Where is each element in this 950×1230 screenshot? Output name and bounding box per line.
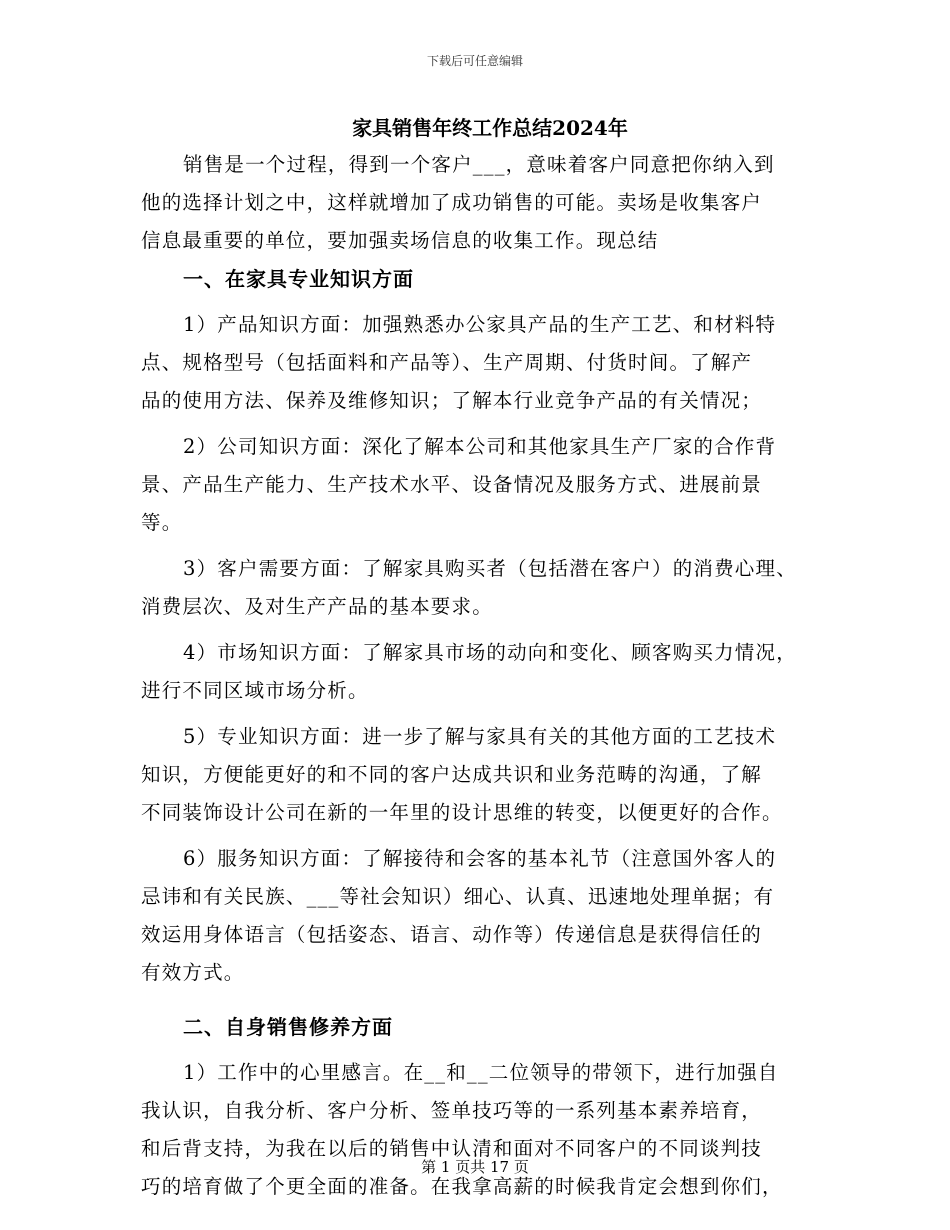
paragraph-line: 知识，方便能更好的和不同的客户达成共识和业务范畴的沟通，了解 (141, 763, 763, 786)
paragraph-line: 4）市场知识方面：了解家具市场的动向和变化、顾客购买力情况， (183, 641, 797, 664)
paragraph-line: 景、产品生产能力、生产技术水平、设备情况及服务方式、进展前景 (141, 473, 763, 496)
paragraph-product-knowledge (141, 306, 821, 420)
section-heading-self-cultivation: 二、自身销售修养方面 (183, 1015, 393, 1039)
paragraph-line: 不同装饰设计公司在新的一年里的设计思维的转变，以便更好的合作。 (141, 801, 783, 824)
paragraph-line: 消费层次、及对生产产品的基本要求。 (141, 595, 493, 618)
paragraph-line: 巧的培育做了个更全面的准备。在我拿高薪的时候我肯定会想到你们， (141, 1175, 783, 1198)
paragraph-line: 忌讳和有关民族、___等社会知识）细心、认真、迅速地处理单据；有 (141, 885, 775, 908)
paragraph-line: 效运用身体语言（包括姿态、语言、动作等）传递信息是获得信任的 (141, 923, 763, 946)
page-header-note: 下载后可任意编辑 (426, 54, 523, 68)
paragraph-professional-knowledge (141, 718, 821, 832)
intro-line: 销售是一个过程，得到一个客户___，意味着客户同意把你纳入到 (183, 153, 775, 176)
paragraph-line: 3）客户需要方面：了解家具购买者（包括潜在客户）的消费心理、 (183, 557, 797, 580)
paragraph-line: 和后背支持，为我在以后的销售中认清和面对不同客户的不同谈判技 (141, 1137, 763, 1160)
document-title: 家具销售年终工作总结2024年 (352, 116, 628, 140)
paragraph-customer-needs (141, 550, 821, 626)
section-heading-knowledge: 一、在家具专业知识方面 (183, 267, 414, 291)
paragraph-line: 6）服务知识方面：了解接待和会客的基本礼节（注意国外客人的 (183, 847, 777, 870)
document-body (141, 110, 821, 1206)
paragraph-line: 等。 (141, 511, 183, 534)
paragraph-work-reflection (141, 1054, 821, 1206)
paragraph-service-knowledge (141, 840, 821, 992)
paragraph-company-knowledge (141, 428, 821, 542)
paragraph-line: 有效方式。 (141, 961, 245, 984)
paragraph-line: 点、规格型号（包括面料和产品等）、生产周期、付货时间。了解产 (141, 351, 753, 374)
paragraph-line: 1）工作中的心里感言。在__和__二位领导的带领下，进行加强自 (183, 1061, 779, 1084)
paragraph-line: 1）产品知识方面：加强熟悉办公家具产品的生产工艺、和材料特 (183, 313, 777, 336)
paragraph-line: 我认识，自我分析、客户分析、签单技巧等的一系列基本素养培育， (141, 1099, 763, 1122)
paragraph-line: 2）公司知识方面：深化了解本公司和其他家具生产厂家的合作背 (183, 435, 777, 458)
paragraph-market-knowledge (141, 634, 821, 710)
page-number-footer: 第 1 页共 17 页 (421, 1158, 529, 1176)
intro-paragraph (141, 146, 821, 260)
paragraph-line: 进行不同区域市场分析。 (141, 679, 369, 702)
paragraph-line: 品的使用方法、保养及维修知识；了解本行业竞争产品的有关情况； (141, 389, 763, 412)
intro-line: 信息最重要的单位，要加强卖场信息的收集工作。现总结 (141, 229, 659, 252)
intro-line: 他的选择计划之中，这样就增加了成功销售的可能。卖场是收集客户 (141, 191, 763, 214)
paragraph-line: 5）专业知识方面：进一步了解与家具有关的其他方面的工艺技术 (183, 725, 777, 748)
